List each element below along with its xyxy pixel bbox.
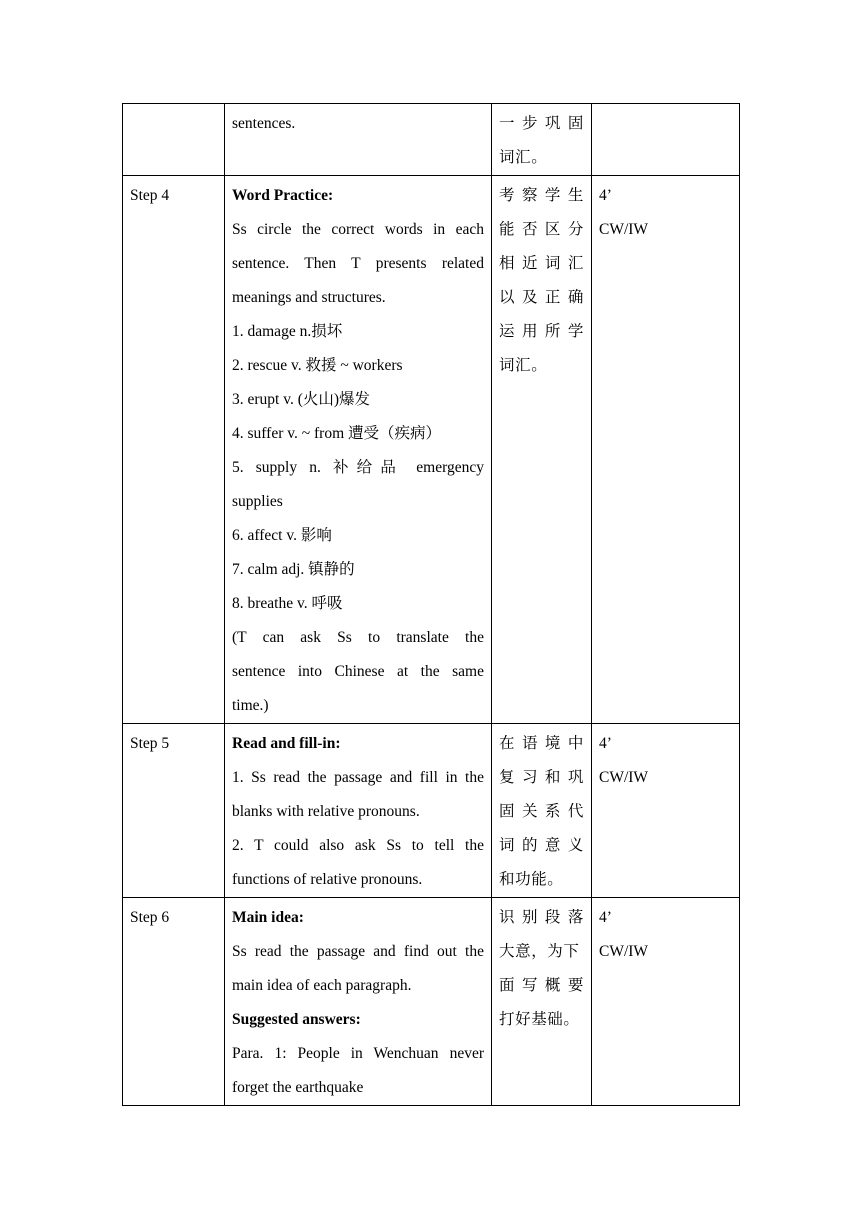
content-line: sentence into Chinese at the same [232,663,484,680]
table-row [123,898,740,1106]
purpose-cell [492,176,592,724]
content-line: meanings and structures. [232,289,386,306]
content-cell [225,104,492,176]
purpose-line: 考察学生 [499,187,584,204]
vocab-item: 8. breathe v. 呼吸 [232,595,343,612]
content-line: Ss circle the correct words in each [232,221,484,238]
content-line: sentence. Then T presents related [232,255,484,272]
purpose-line: 打好基础。 [499,1011,580,1028]
table-row [123,176,740,724]
vocab-item: 2. rescue v. 救援 ~ workers [232,357,403,374]
time-mode-cell [592,898,740,1106]
purpose-line: 运用所学 [499,323,584,340]
section-subheading: Suggested answers: [232,1011,361,1028]
vocab-item: 4. suffer v. ~ from 遭受（疾病） [232,425,442,442]
content-line: Ss read the passage and find out the [232,943,484,960]
content-cell [225,724,492,898]
purpose-line: 一步巩固 [499,115,584,132]
purpose-line: 相近词汇 [499,255,584,272]
purpose-line: 识别段落 [499,909,584,926]
table-row [123,724,740,898]
content-line: Para. 1: People in Wenchuan never [232,1045,484,1062]
content-line: main idea of each paragraph. [232,977,412,994]
purpose-cell [492,104,592,176]
purpose-line: 词的意义 [499,837,584,854]
content-cell [225,898,492,1106]
mode-value: CW/IW [599,943,649,960]
purpose-line: 在语境中 [499,735,584,752]
purpose-line: 词汇。 [499,357,548,374]
content-line: functions of relative pronouns. [232,871,423,888]
vocab-item: 5. supply n. 补给品 emergency [232,459,484,476]
content-cell [225,176,492,724]
vocab-item: 3. erupt v. (火山)爆发 [232,391,371,408]
purpose-line: 和功能。 [499,871,564,888]
vocab-item: 6. affect v. 影响 [232,527,332,544]
vocab-item: 1. damage n.损坏 [232,323,343,340]
section-heading: Word Practice: [232,187,334,204]
vocab-item: supplies [232,493,283,510]
time-mode-cell [592,104,740,176]
purpose-line: 以及正确 [499,289,584,306]
content-line: blanks with relative pronouns. [232,803,420,820]
time-mode-cell [592,176,740,724]
step-cell: Step 4 [123,176,225,724]
content-line: sentences. [232,115,296,132]
time-value: 4’ [599,909,612,926]
content-line: forget the earthquake [232,1079,364,1096]
content-line: (T can ask Ss to translate the [232,629,484,646]
content-line: 1. Ss read the passage and fill in the [232,769,484,786]
time-value: 4’ [599,187,612,204]
mode-value: CW/IW [599,769,649,786]
purpose-line: 复习和巩 [499,769,584,786]
time-value: 4’ [599,735,612,752]
vocab-item: 7. calm adj. 镇静的 [232,561,355,578]
step-cell: Step 5 [123,724,225,898]
purpose-line: 能否区分 [499,221,584,238]
content-line: 2. T could also ask Ss to tell the [232,837,484,854]
purpose-line: 词汇。 [499,149,548,166]
purpose-cell [492,898,592,1106]
section-heading: Read and fill-in: [232,735,341,752]
section-heading: Main idea: [232,909,304,926]
step-cell: Step 6 [123,898,225,1106]
purpose-line: 固关系代 [499,803,584,820]
time-mode-cell [592,724,740,898]
purpose-line: 面写概要 [499,977,584,994]
table-row [123,104,740,176]
purpose-line: 大意，为下 [499,943,580,960]
mode-value: CW/IW [599,221,649,238]
purpose-cell [492,724,592,898]
content-line: time.) [232,697,269,714]
step-cell [123,104,225,176]
lesson-plan-table [122,103,740,1106]
